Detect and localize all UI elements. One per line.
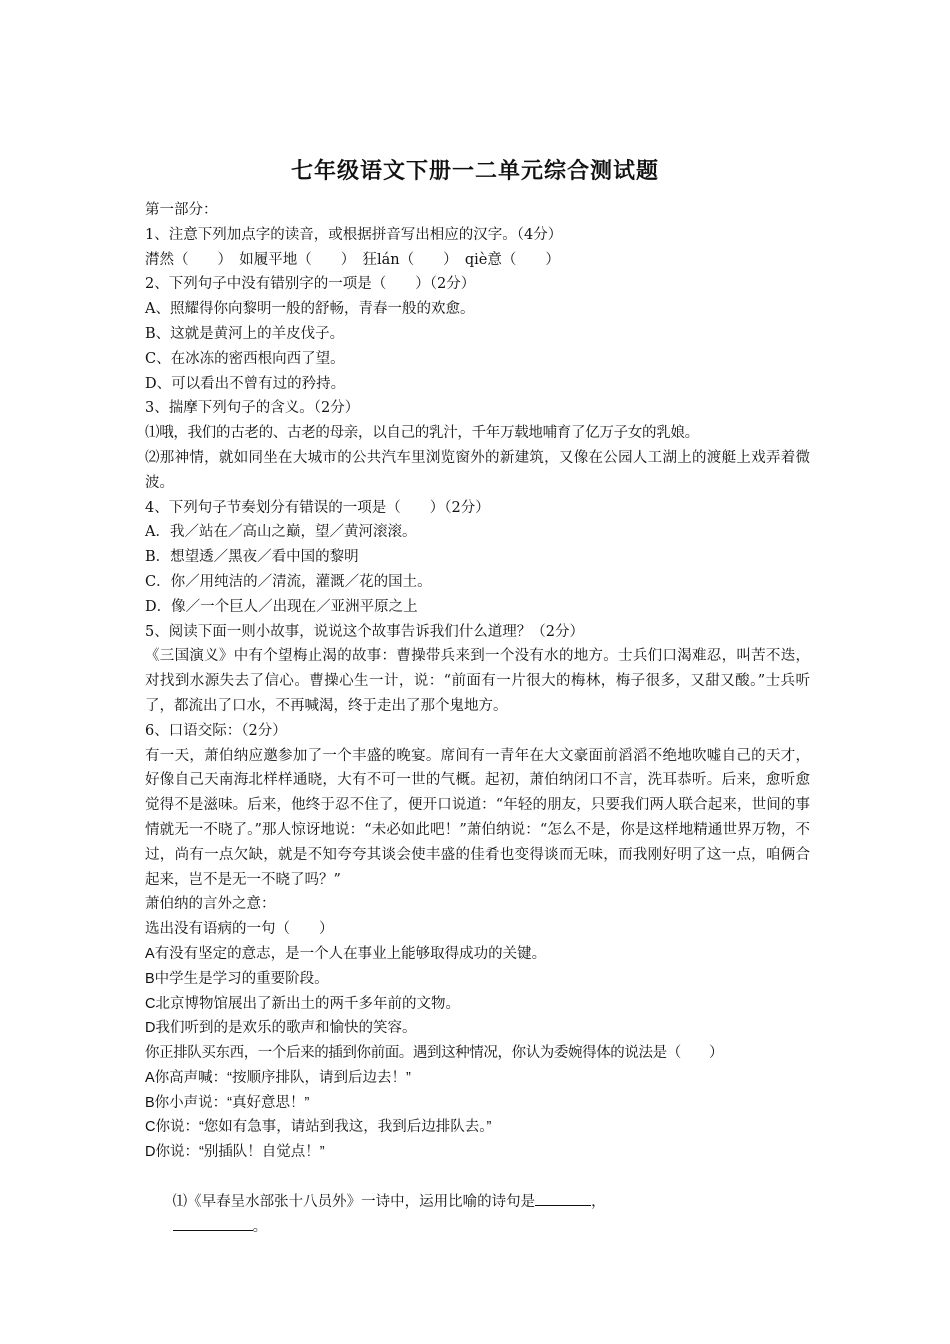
question-2-option-d: D、可以看出不曾有过的矜持。 <box>145 375 346 392</box>
question-1-items: 潸然（ ） 如履平地（ ） 狂lán（ ） qiè意（ ） <box>145 251 560 268</box>
question-3-sentence-1: ⑴哦，我们的古老的、古老的母亲，以自己的乳汁，千年万载地哺育了亿万子女的乳娘。 <box>145 425 699 442</box>
question-5-story: 《三国演义》中有个望梅止渴的故事：曹操带兵来到一个没有水的地方。士兵们口渴难忍，叫苦不迭，对找到水源失去了信心。曹操心生一计，说：“前面有一片很大的梅林，梅子很多，又甜又酸。”士兵听了，都流出了口水，不再喊渴，终于走出了那个鬼地方。 <box>145 648 810 714</box>
document-body <box>145 198 810 1235</box>
question-6-story: 有一天，萧伯纳应邀参加了一个丰盛的晚宴。席间有一青年在大文豪面前滔滔不绝地吹嘘自己的天才，好像自己天南海北样样通晓，大有不可一世的气概。起初，萧伯纳闭口不言，洗耳恭听。后来，愈听愈觉得不是滋味。后来，他终于忍不住了，便开口说道：“年轻的朋友，只要我们两人联合起来，世间的事情就无一不晓了。”那人惊讶地说：“未必如此吧！”萧伯纳说：“怎么不是，你是这样地精通世界万物，不过，尚有一点欠缺，就是不知夸夸其谈会使丰盛的佳肴也变得谈而无味，而我刚好明了这一点，咱俩合起来，岂不是无一不晓了吗？” <box>145 747 810 888</box>
grammar-option-c: C北京博物馆展出了新出土的两千多年前的文物。 <box>145 995 460 1012</box>
page-title: 七年级语文下册一二单元综合测试题 <box>290 158 659 184</box>
queue-option-b: B你小声说：“真好意思！” <box>145 1094 310 1111</box>
question-5: 5、阅读下面一则小故事，说说这个故事告诉我们什么道理？（2分） <box>145 623 584 640</box>
grammar-option-d: D我们听到的是欢乐的歌声和愉快的笑容。 <box>145 1020 417 1037</box>
answer-blank[interactable] <box>535 1191 591 1206</box>
queue-option-c: C你说：“您如有急事，请站到我这，我到后边排队去。” <box>145 1119 492 1136</box>
question-2-option-a: A、照耀得你向黎明一般的舒畅，青春一般的欢愈。 <box>145 301 475 318</box>
queue-question: 你正排队买东西，一个后来的插到你前面。遇到这种情况，你认为委婉得体的说法是（ ） <box>145 1045 724 1062</box>
question-3: 3、揣摩下列句子的含义。（2分） <box>145 400 360 417</box>
question-4: 4、下列句子节奏划分有错误的一项是（ ）（2分） <box>145 499 490 516</box>
question-6: 6、口语交际：（2分） <box>145 722 287 739</box>
grammar-option-b: B中学生是学习的重要阶段。 <box>145 970 329 987</box>
question-2-option-b: B、这就是黄河上的羊皮伐子。 <box>145 325 345 342</box>
question-4-option-c: C．你／用纯洁的／清流，灌溉／花的国土。 <box>145 573 432 590</box>
grammar-option-a: A有没有坚定的意志，是一个人在事业上能够取得成功的关键。 <box>145 945 547 962</box>
question-3-sentence-2: ⑵那神情，就如同坐在大城市的公共汽车里浏览窗外的新建筑，又像在公园人工湖上的渡艇上戏弄着微波。 <box>145 449 810 491</box>
queue-option-a: A你高声喊：“按顺序排队，请到后边去！” <box>145 1069 411 1086</box>
poem-period: 。 <box>252 1218 268 1235</box>
poem-question <box>145 1165 810 1210</box>
question-6-prompt: 萧伯纳的言外之意： <box>145 896 276 913</box>
question-4-option-d: D．像／一个巨人／出现在／亚洲平原之上 <box>145 598 418 615</box>
grammar-question: 选出没有语病的一句（ ） <box>145 921 334 938</box>
section-heading: 第一部分： <box>145 202 218 218</box>
question-4-option-a: A．我／站在／高山之巅，望／黄河滚滚。 <box>145 524 417 541</box>
poem-question-text: ⑴《早春呈水部张十八员外》一诗中，运用比喻的诗句是 <box>172 1193 536 1210</box>
answer-blank[interactable] <box>173 1216 253 1231</box>
question-1: 1、注意下列加点字的读音，或根据拼音写出相应的汉字。（4分） <box>145 226 563 243</box>
poem-comma: ， <box>591 1193 606 1210</box>
question-2: 2、下列句子中没有错别字的一项是（ ）（2分） <box>145 276 476 293</box>
question-2-option-c: C、在冰冻的密西根向西了望。 <box>145 350 345 367</box>
queue-option-d: D你说：“别插队！自觉点！” <box>145 1144 325 1161</box>
question-4-option-b: B．想望透／黑夜／看中国的黎明 <box>145 549 359 566</box>
